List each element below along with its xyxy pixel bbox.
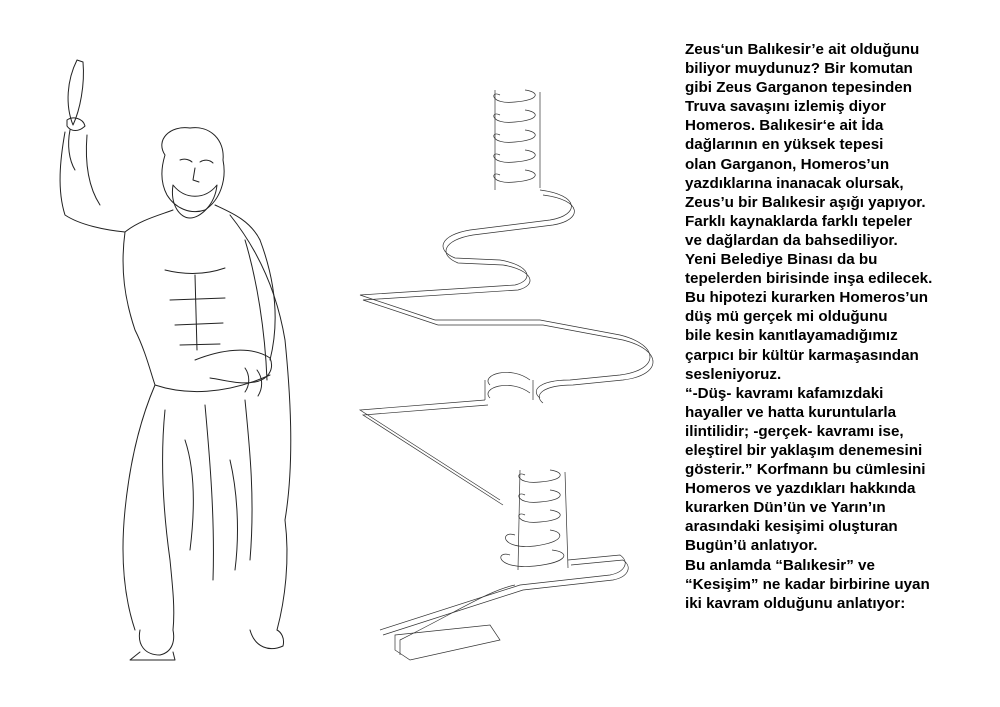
spiral-ribbon-illustration	[340, 80, 680, 670]
zeus-statue-illustration	[45, 40, 335, 670]
article-text: Zeus‘un Balıkesir’e ait olduğunu biliyor muydunuz? Bir komutan gibi Zeus Garganon tepesinden Truva savaşını izlemiş diyor Homeros. Balıkesir‘e ait İda dağlarının en yüksek tepesi olan Garganon, Homeros’un yazdıklarına inanacak olursak, Zeus’u bir Balıkesir aşığı yapıyor. Farklı kaynaklarda farklı tepeler ve dağlardan da bahsediliyor. Yeni Belediye Binası da bu tepelerden birisinde inşa edilecek. Bu hipotezi kurarken Homeros’un düş mü gerçek mi olduğunu bile kesin kanıtlayamadığımız çarpıcı bir kültür karmaşasından sesleniyoruz. “-Düş- kavramı kafamızdaki hayaller ve hatta kuruntularla ilintilidir; -gerçek- kavramı ise, eleştirel bir yaklaşım denemesini gösterir.” Korfmann bu cümlesini Homeros ve yazdıkları hakkında kurarken Dün’ün ve Yarın’ın arasındaki kesişimi oluşturan Bugün’ü anlatıyor. Bu anlamda “Balıkesir” ve “Kesişim” ne kadar birbirine uyan iki kavram olduğunu anlatıyor:	[685, 41, 933, 612]
